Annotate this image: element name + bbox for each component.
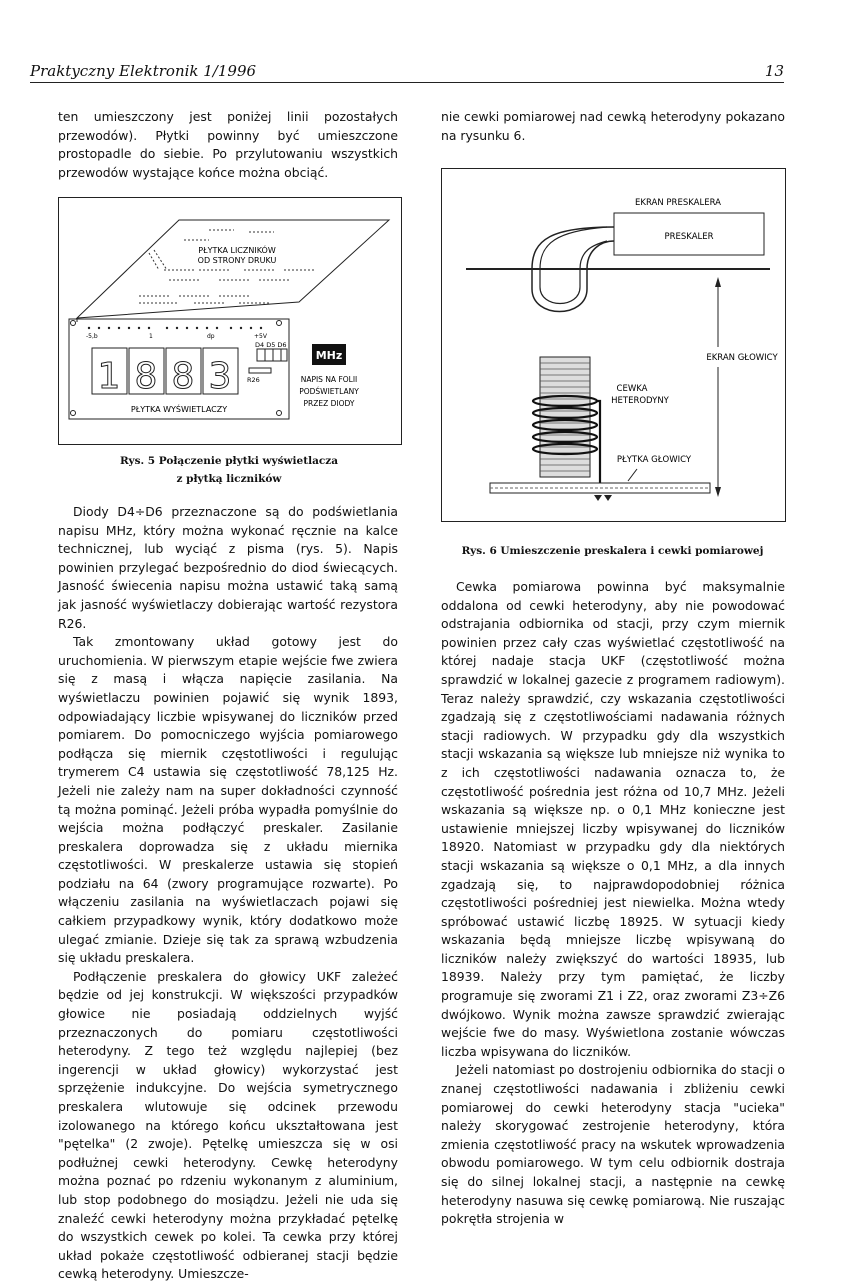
coil-label-1: CEWKA xyxy=(616,384,648,394)
figure-5-caption xyxy=(58,452,400,488)
coil-label-2: HETERODYNY xyxy=(611,396,669,406)
mhz-label: MHz xyxy=(315,349,343,362)
foil-note-1: NAPIS NA FOLII xyxy=(300,375,358,384)
counter-board-outline xyxy=(77,220,389,318)
foil-note-3: PRZEZ DIODY xyxy=(303,399,355,408)
column-2-top xyxy=(441,108,785,145)
resistor-r26 xyxy=(249,368,271,373)
counter-board-label-2: OD STRONY DRUKU xyxy=(197,256,277,265)
prescaler-label: PRESKALER xyxy=(664,232,714,242)
caption-line: Rys. 5 Połączenie płytki wyświetlacza xyxy=(119,455,339,467)
column-2-bottom xyxy=(441,578,785,1229)
resistor-label: R26 xyxy=(247,376,260,384)
paragraph: nie cewki pomiarowej nad cewką heterodyny pokazano na rysunku 6. xyxy=(441,109,785,143)
column-1-bottom xyxy=(58,503,398,1284)
paragraph: Diody D4÷D6 przeznaczone są do podświetlania napisu MHz, który można wykonać ręcznie na kalce technicznej, lub wyciąć z pisma (rys. 5). Napis powinien przylegać bezpośrednio do diod świecących. Jasność świecenia napisu można ustawić taką samą jak jasność wyświetlaczy dobierając wartość rezystora R26. xyxy=(58,504,398,631)
display-board-label: PŁYTKA WYŚWIETLACZY xyxy=(130,405,228,414)
paragraph: Cewka pomiarowa powinna być maksymalnie oddalona od cewki heterodyny, aby nie powodować odstrajania odbiornika od stacji, przy czym miernik powinien przez cały czas wyświetlać częstotliwość na której nadaje stacja UKF (częstotliwość można sprawdzić w lokalnej gazecie z programem radiowym). Teraz należy sprawdzić, czy wskazania częstotliwości zgadzają się z częstotliwościami nadawania różnych stacji radiowych. W przypadku gdy dla wszystkich stacji wskazania są większe lub mniejsze niż wynika to z ich częstotliwości nadawania oznacza to, że częstotliwość pośrednia jest różna od 10,7 MHz. Jeżeli wskazania są większe np. o 0,1 MHz konieczne jest ustawienie mniejszej liczby wpisywanej do liczników 18920. Natomiast w przypadku gdy dla niektórych stacji wskazania są większe o 0,1 MHz, a dla innych zgadzają się, to najprawdopodobniej różnica częstotliwości pośredniej jest niewielka. Można wtedy spróbować ustawić liczbę 18925. W sytuacji kiedy wskazania będą mniejsze liczbę wpisywaną do liczników należy zwiększyć do wartości 18935, lub 18939. Należy przy tym pamiętać, że liczby programuje się zworami Z1 i Z2, oraz zworami Z3÷Z6 dwójkowo. Wynik można zawsze sprawdzić zwierając wejście fwe do masy. Wyświetlona zostanie wówczas liczba wpisywana do liczników. xyxy=(441,579,785,1059)
pin-b-label: 1 xyxy=(149,333,153,340)
running-header xyxy=(30,62,784,83)
paragraph: Jeżeli natomiast po dostrojeniu odbiornika do stacji o znanej częstotliwości nadawania i zbliżeniu cewki pomiarowej do cewki heterodyny stacja "ucieka" należy skorygować zestrojenie heterodyny, która zmienia częstotliwość pracy na wskutek wprowadzenia obwodu pomiarowego. W tym celu odbiornik dostraja się do silnej lokalnej stacji, a następnie na cewkę heterodyny nasuwa się cewkę pomiarową. Nie ruszając pokrętła strojenia w xyxy=(441,1062,785,1227)
caption-line: z płytką liczników xyxy=(176,473,282,485)
figure-6-drawing xyxy=(442,169,785,521)
digit-4: 3 xyxy=(208,356,232,397)
pin-d-label: +5V xyxy=(254,333,267,340)
pin-row xyxy=(88,327,262,329)
figure-6 xyxy=(441,168,786,522)
figure-5-drawing xyxy=(59,198,401,444)
counter-board-traces xyxy=(139,230,314,303)
pin-a-label: -5,b xyxy=(86,333,98,340)
head-board-label: PŁYTKA GŁOWICY xyxy=(616,455,692,465)
led-pin-labels: D4 D5 D6 xyxy=(255,341,287,349)
paragraph: ten umieszczony jest poniżej linii pozostałych przewodów). Płytki powinny być umieszczone prostopadle do siebie. Po przylutowaniu wszystkich przewodów wystające końce można obciąć. xyxy=(58,109,398,180)
paragraph: Tak zmontowany układ gotowy jest do uruchomienia. W pierwszym etapie wejście fwe zwiera się z masą i włącza napięcie zasilania. Na wyświetlaczu powinien pojawić się wynik 1893, odpowiadający liczbie wpisywanej do liczników przed pomiarem. Do pomocniczego wyjścia pomiarowego podłącza się miernik częstotliwości i regulując trymerem C4 ustawia się częstotliwość 78,125 Hz. Jeżeli nie zależy nam na super dokładności czynność tą można pominąć. Jeżeli próba wypadła pomyślnie do wejścia można podłączyć preskaler. Zasilanie preskalera doprowadza się z układu miernika częstotliwości. W preskalerze ustawia się stopień podziału na 64 (zwory programujące rozwarte). Po włączeniu zasilania na wyświetlaczach pojawi się całkiem przypadkowy wynik, który dodatkowo może ulegać zmianie. Dzieje się tak za sprawą wzbudzenia się układu preskalera. xyxy=(58,634,398,966)
counter-board-label-1: PŁYTKA LICZNIKÓW xyxy=(198,246,276,255)
digit-1: 1 xyxy=(97,356,121,397)
head-shield-label: EKRAN GŁOWICY xyxy=(706,353,778,363)
digit-3: 8 xyxy=(171,356,195,397)
display-digits xyxy=(92,348,238,397)
figure-6-caption: Rys. 6 Umieszczenie preskalera i cewki pomiarowej xyxy=(461,545,764,557)
paragraph: Podłączenie preskalera do głowicy UKF zależeć będzie od jej konstrukcji. W większości przypadków głowice nie posiadają oddzielnych wyjść przeznaczonych do pomiaru częstotliwości heterodyny. Z tego też względu najlepiej (bez ingerencji w układ głowicy) wykorzystać jest sprzężenie indukcyjne. Do wejścia symetrycznego preskalera wlutowuje się odcinek przewodu izolowanego na którego końcu ukształtowana jest "pętelka" (2 zwoje). Pętelkę umieszcza się w osi podłużnej cewki heterodyny. Cewkę heterodyny można poznać po rdzeniu wykonanym z aluminium, lub stop podobnego do mosiądzu. Jeżeli nie uda się znaleźć cewki heterodyny można przykładać pętelkę do wszystkich cewek po kolei. Ta cewka przy której układ pokaże częstotliwość odbieranej stacji będzie cewką heterodyny. Umieszcze- xyxy=(58,968,398,1282)
journal-title: Praktyczny Elektronik 1/1996 xyxy=(30,62,257,80)
digit-2: 8 xyxy=(134,356,158,397)
pin-c-label: dp xyxy=(207,333,215,340)
page-number: 13 xyxy=(764,62,784,80)
column-1-top xyxy=(58,108,398,182)
figure-5 xyxy=(58,197,402,445)
prescaler-shield-label: EKRAN PRESKALERA xyxy=(635,198,721,208)
foil-note-2: PODŚWIETLANY xyxy=(299,387,359,396)
